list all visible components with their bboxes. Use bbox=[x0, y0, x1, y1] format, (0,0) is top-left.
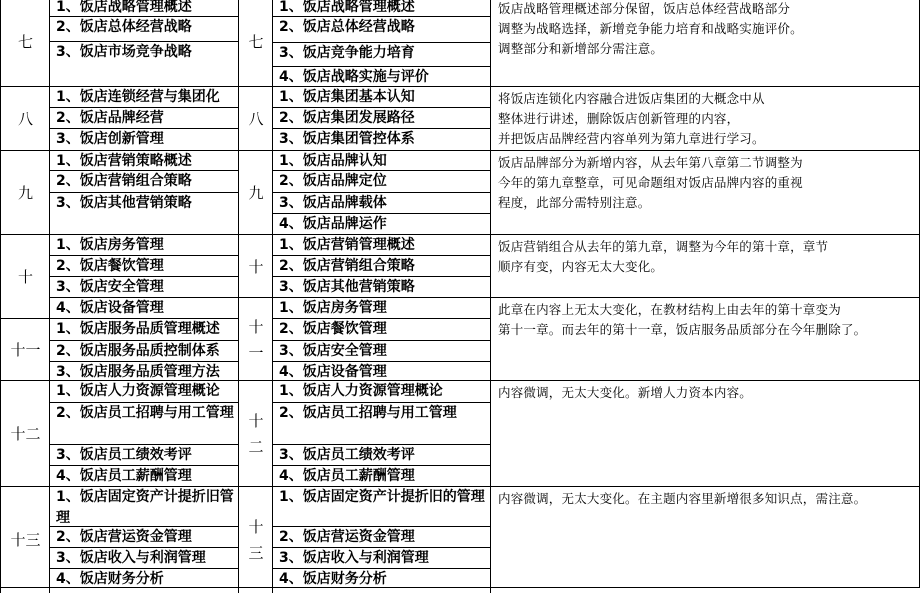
old-section-item: 3、饭店员工绩效考评 bbox=[49, 444, 239, 466]
old-section-item: 3、饭店其他营销策略 bbox=[49, 192, 239, 235]
chapter-new-label: 八 bbox=[238, 86, 273, 151]
chapter-old-label: 七 bbox=[0, 0, 50, 87]
change-note-line: 此章在内容上无太大变化，在教材结构上由去年的第十章变为 bbox=[498, 302, 841, 317]
old-section-item: 2、饭店总体经营战略 bbox=[49, 16, 239, 42]
chapter-old-label: 九 bbox=[0, 150, 50, 235]
change-note-line: 饭店战略管理概述部分保留，饭店总体经营战略部分 bbox=[498, 1, 791, 16]
change-note bbox=[490, 297, 920, 381]
old-section-item: 3、饭店安全管理 bbox=[49, 276, 239, 298]
new-section-item: 1、饭店房务管理 bbox=[272, 297, 491, 319]
new-section-item: 3、饭店收入与利润管理 bbox=[272, 547, 491, 569]
change-note-line: 顺序有变，内容无太大变化。 bbox=[498, 259, 664, 274]
change-note-line: 饭店营销组合从去年的第九章，调整为今年的第十章，章节 bbox=[498, 239, 829, 254]
chapter-new-label: 十 一 bbox=[238, 297, 273, 381]
change-note-line: 整体进行讲述，删除饭店创新管理的内容， bbox=[498, 111, 740, 126]
new-section-item: 4、饭店品牌运作 bbox=[272, 213, 491, 235]
old-section-item: 3、饭店服务品质管理方法 bbox=[49, 361, 239, 381]
new-section-item: 1、饭店品牌认知 bbox=[272, 150, 491, 171]
change-note-line: 饭店品牌部分为新增内容，从去年第八章第二节调整为 bbox=[498, 155, 803, 170]
chapter-new-label: 十 二 bbox=[238, 380, 273, 487]
change-note-line: 并把饭店品牌经营内容单列为第九章进行学习。 bbox=[498, 131, 765, 146]
old-section-item: 2、饭店服务品质控制体系 bbox=[49, 340, 239, 362]
new-section-item: 3、饭店安全管理 bbox=[272, 340, 491, 362]
new-section-item: 3、饭店集团管控体系 bbox=[272, 128, 491, 151]
change-note bbox=[490, 0, 920, 87]
chapter-new-label: 七 bbox=[238, 0, 273, 87]
new-section-item: 2、饭店总体经营战略 bbox=[272, 16, 491, 43]
new-section-item: 3、饭店员工绩效考评 bbox=[272, 444, 491, 466]
new-section-item: 2、饭店餐饮管理 bbox=[272, 318, 491, 341]
change-note-line: 第十一章。而去年的第十一章，饭店服务品质部分在今年删除了。 bbox=[498, 322, 867, 337]
change-note bbox=[490, 150, 920, 235]
new-section-item: 1、饭店固定资产计提折旧的管理 bbox=[272, 486, 491, 527]
old-section-item: 1、饭店服务品质管理概述 bbox=[49, 318, 239, 341]
new-section-item: 2、饭店员工招聘与用工管理 bbox=[272, 402, 491, 445]
old-section-item: 2、饭店营运资金管理 bbox=[49, 526, 239, 548]
new-section-item: 2、饭店集团发展路径 bbox=[272, 107, 491, 129]
change-note-line: 程度，此部分需特别注意。 bbox=[498, 195, 651, 210]
change-note-line: 调整部分和新增部分需注意。 bbox=[498, 41, 664, 56]
change-note bbox=[490, 380, 920, 487]
change-note bbox=[490, 86, 920, 151]
new-section-item: 4、饭店设备管理 bbox=[272, 361, 491, 381]
new-section-item: 3、饭店竞争能力培育 bbox=[272, 42, 491, 67]
chapter-old-label: 十三 bbox=[0, 486, 50, 593]
change-note-line: 内容微调，无太大变化。新增人力资本内容。 bbox=[498, 385, 753, 400]
change-note-line: 内容微调，无太大变化。在主题内容里新增很多知识点，需注意。 bbox=[498, 491, 867, 506]
chapter-new-label: 十 三 bbox=[238, 486, 273, 593]
old-section-item: 2、饭店品牌经营 bbox=[49, 107, 239, 129]
old-section-item: 1、饭店营销策略概述 bbox=[49, 150, 239, 171]
old-section-item: 4、饭店设备管理 bbox=[49, 297, 239, 319]
change-note bbox=[490, 234, 920, 298]
new-section-item: 3、饭店其他营销策略 bbox=[272, 276, 491, 298]
old-section-item: 3、饭店创新管理 bbox=[49, 128, 239, 151]
new-section-item: 1、饭店集团基本认知 bbox=[272, 86, 491, 108]
old-section-item: 4、饭店财务分析 bbox=[49, 568, 239, 593]
new-section-item: 1、饭店人力资源管理概论 bbox=[272, 380, 491, 403]
change-note-line: 今年的第九章整章，可见命题组对饭店品牌内容的重视 bbox=[498, 175, 803, 190]
new-section-item: 3、饭店品牌载体 bbox=[272, 192, 491, 214]
chapter-old-label: 八 bbox=[0, 86, 50, 151]
old-section-item: 1、饭店人力资源管理概论 bbox=[49, 380, 239, 403]
chapter-old-label: 十二 bbox=[0, 380, 50, 487]
new-section-item: 1、饭店战略管理概述 bbox=[272, 0, 491, 17]
change-note-line: 将饭店连锁化内容融合进饭店集团的大概念中从 bbox=[498, 91, 765, 106]
old-section-item: 2、饭店营销组合策略 bbox=[49, 170, 239, 193]
new-section-item: 4、饭店财务分析 bbox=[272, 568, 491, 593]
new-section-item: 4、饭店战略实施与评价 bbox=[272, 66, 491, 87]
old-section-item: 2、饭店餐饮管理 bbox=[49, 255, 239, 277]
change-note-line: 调整为战略选择，新增竞争能力培育和战略实施评价。 bbox=[498, 21, 803, 36]
chapter-old-label: 十 bbox=[0, 234, 50, 319]
new-section-item: 2、饭店品牌定位 bbox=[272, 170, 491, 193]
chapter-new-label: 九 bbox=[238, 150, 273, 235]
new-section-item: 2、饭店营销组合策略 bbox=[272, 255, 491, 277]
new-section-item: 2、饭店营运资金管理 bbox=[272, 526, 491, 548]
change-note bbox=[490, 486, 920, 593]
old-section-item: 3、饭店收入与利润管理 bbox=[49, 547, 239, 569]
old-section-item: 1、饭店战略管理概述 bbox=[49, 0, 239, 17]
old-section-item: 1、饭店固定资产计提折旧管理 bbox=[49, 486, 239, 527]
old-section-item: 2、饭店员工招聘与用工管理 bbox=[49, 402, 239, 445]
chapter-old-label: 十一 bbox=[0, 318, 50, 381]
old-section-item: 3、饭店市场竞争战略 bbox=[49, 41, 239, 87]
chapter-new-label: 十 bbox=[238, 234, 273, 298]
old-section-item: 1、饭店房务管理 bbox=[49, 234, 239, 256]
new-section-item: 4、饭店员工薪酬管理 bbox=[272, 465, 491, 487]
old-section-item: 1、饭店连锁经营与集团化 bbox=[49, 86, 239, 108]
new-section-item: 1、饭店营销管理概述 bbox=[272, 234, 491, 256]
old-section-item: 4、饭店员工薪酬管理 bbox=[49, 465, 239, 487]
